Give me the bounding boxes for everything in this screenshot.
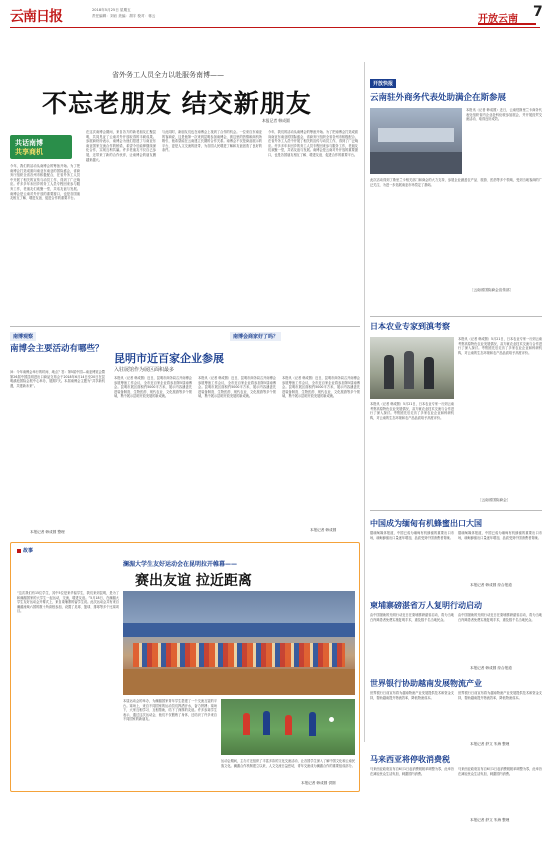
lead-byline: 本报记者 韩成圆 xyxy=(262,118,290,123)
center-mid-text-3: 本报讯（记者 韩成圆）近日，昆明市商务局召开南博会参展筹备工作会议，全市近百家企业将参加第5届南博会。昆明市展区面积约5000平方米，展示内容涵盖先进装备制造、生物医药、现代农业、文化旅游等多个领域，集中展示昆明开放发展的新成就。 xyxy=(282,376,360,399)
center-mid-kicker: 南博会商家好了吗？ xyxy=(230,332,281,341)
right-top-kicker: 开放快报 xyxy=(370,79,396,88)
center-mid-text-1: 本报讯（记者 韩成圆）近日，昆明市商务局召开南博会参展筹备工作会议，全市近百家企业将参加第5届南博会。昆明市展区面积约5000平方米，展示内容涵盖先进装备制造、生物医药、现代农业、文化旅游等多个领域，集中展示昆明开放发展的新成就。 xyxy=(114,376,192,399)
section-rule xyxy=(370,316,542,317)
item-text-2: 据缅甸媒体报道，中国已成为缅甸有机蜂蜜的重要出口市场，缅甸蜂蜜出口量逐年增加，品质受到中国消费者青睐。 xyxy=(458,531,542,540)
feature-text-left: “这次我们有15位学生，其中5位是来华留学生，我们来到昆明，是为了和澜湄国家的大学生一起运动，交流，增进友谊。”5月18日，在澜湄大学生友好运动会开幕式上，来自柬埔寨的留学生说。此次运动会共有来自澜湄流域六国的数十所高校参加，设置了足球、篮球、排球等多个比赛项目。 xyxy=(17,591,119,614)
lead-kicker: 省外务工人员全力以赴服务南博—— xyxy=(112,71,224,79)
masthead xyxy=(0,0,550,62)
right-top-photo-caption: 本报讯（记者 韩成圆）近日，云南驻斯里兰卡商务代表处组织省内企业赴科伦坡参加展会，并开展经贸交流活动，取得良好成效。 xyxy=(466,108,542,122)
feature-box xyxy=(10,542,360,792)
item-text: 据缅甸媒体报道，中国已成为缅甸有机蜂蜜的重要出口市场，缅甸蜂蜜出口量逐年增加，品质受到中国消费者青睐。 xyxy=(370,531,454,540)
item-text: 马来西亚政府宣布自6月1日起消费税税率调整为零，此举旨在减轻民众生活负担，刺激国内消费。 xyxy=(370,767,454,776)
center-mid-headline: 昆明市近百家企业参展 xyxy=(114,352,224,365)
item-credit: 本报记者 韩成圆 综合报道 xyxy=(470,666,512,670)
date-line: 2018年5月25日 星期五 xyxy=(92,8,131,12)
item-text-2: 由中国援助的光明行动近日在柬埔寨磅湛省启动，将为当地白内障患者免费实施复明手术，惠及数千名当地民众。 xyxy=(458,613,542,622)
right-mid-text-2: 本报讯（记者 韩成圆）5月21日，日本农业专家一行到云南考察高原特色农业发展情况，双方就农业技术交流与合作进行了深入探讨。考察团先后走访了多家农业企业和科研机构，对云南的生态环境和农产品品质给予高度评价。 xyxy=(458,337,542,355)
item-headline: 柬埔寨磅湛省万人复明行动启动 xyxy=(370,601,482,610)
right-top-headline: 云南驻外商务代表处助满企在斯参展 xyxy=(370,93,507,103)
page-number: 7 xyxy=(533,4,543,20)
left-mid-text: 问：今年南博会举行的时间、地点？答：第5届中国—南亚博览会暨第26届中国昆明进出口商品交易会于2018年6月14日至20日在昆明滇池国际会展中心举办，展期7天。本届南博会主题为“共享新机遇，共建新未来”。 xyxy=(10,370,105,388)
item-headline: 世界银行协助越南发展物流产业 xyxy=(370,679,482,688)
right-top-photo xyxy=(370,108,462,174)
right-mid-headline: 日本农业专家到滇考察 xyxy=(370,322,450,331)
feature-kicker: 澜湄大学生友好运动会在昆明拉开帷幕—— xyxy=(123,561,238,568)
section-rule xyxy=(10,326,360,327)
item-text-2: 马来西亚政府宣布自6月1日起消费税税率调整为零，此举旨在减轻民众生活负担，刺激国内消费。 xyxy=(458,767,542,776)
item-credit: 本报记者 舒文 朱海 整理 xyxy=(470,818,510,822)
item-credit: 本报记者 舒文 朱海 整理 xyxy=(470,742,510,746)
left-mid-credit: 本报记者 韩成圆 整理 xyxy=(30,530,65,534)
left-mid-kicker: 南博观察 xyxy=(10,332,36,341)
item-headline: 中国成为缅甸有机蜂蜜出口大国 xyxy=(370,519,482,528)
feature-text-mid: 本届运动会的举办，为澜湄国家青年学生搭建了一个交流互鉴的平台。赛场上，来自不同国家的运动员们挥洒汗水，奋力拼搏；赛场下，大家互相学习、互相帮助，结下了深厚的友谊。许多参赛学生表示，通过这次运动会，他们不仅锻炼了身体，还结识了许多来自不同国家的新朋友。 xyxy=(123,699,217,722)
column-divider xyxy=(364,62,365,742)
item-credit: 本报记者 韩成圆 综合报道 xyxy=(470,583,512,587)
feature-credit: 本报记者 韩成圆 供图 xyxy=(301,781,336,785)
center-mid-subhead: 入驻展馆作为展区面积最多 xyxy=(114,367,175,373)
feature-photo xyxy=(123,591,355,695)
item-headline: 马来西亚将停收消费税 xyxy=(370,755,450,764)
center-mid-credit: 本报记者 韩成圆 xyxy=(310,528,337,532)
newspaper-logo: 云南日报 xyxy=(10,9,62,25)
section-rule xyxy=(370,510,542,511)
badge-line-1: 共话南博 xyxy=(15,139,43,147)
right-mid-photo xyxy=(370,337,454,399)
section-tag xyxy=(478,6,536,25)
lead-badge xyxy=(10,135,72,159)
feature-headline: 赛出友谊 拉近距离 xyxy=(135,573,252,589)
right-mid-credit: ［云南省国际商会］ xyxy=(478,498,511,502)
lead-headline: 不忘老朋友 结交新朋友 xyxy=(42,89,312,118)
item-text: 世界银行日前宣布将为越南物流产业发展提供技术和资金支持，帮助越南提升物流效率，降低物流成本。 xyxy=(370,691,454,700)
masthead-rule xyxy=(10,27,540,28)
lead-column-4: 今年，我们的活动从南博会的筹备开始。为了把南博会打造成面向南亚东南亚的国际盛会，省商务厅组织全省各州市积极配合，在省外务工人员中开展了相关的宣传与动员工作，得到了广泛响应。许多多年未回乡的务工人员专程回来参与服务工作，老朋友们欢聚一堂，共话友谊与发展。南博会是云南对外开放的重要窗口，也是各国朋友相互了解、增进友谊、促进合作的重要平台。 xyxy=(268,130,358,157)
item-text-2: 世界银行日前宣布将为越南物流产业发展提供技术和资金支持，帮助越南提升物流效率，降低物流成本。 xyxy=(458,691,542,700)
left-mid-headline: 南博会主要活动有哪些？ xyxy=(10,344,104,354)
badge-line-2: 共享商机 xyxy=(15,148,43,156)
item-text: 由中国援助的光明行动近日在柬埔寨磅湛省启动，将为当地白内障患者免费实施复明手术，惠及数千名当地民众。 xyxy=(370,613,454,622)
right-top-credit: ［云南省国际商会宣传部］ xyxy=(470,288,514,292)
story-icon xyxy=(17,549,21,553)
lead-column-2: 在这次南博会期间，来自各方的新老朋友汇聚昆明，共同见证了云南对外开放取得的丰硕成果。参展商纷纷表示，南博会为他们搭建了与南亚东南亚国家交流合作的桥梁，希望今后能够继续深化合作，实现互利共赢。许多老朋友不仅自己参展，还带来了新的合作伙伴，让南博会的朋友圈越来越大。 xyxy=(86,130,156,162)
center-mid-text-2: 本报讯（记者 韩成圆）近日，昆明市商务局召开南博会参展筹备工作会议，全市近百家企业将参加第5届南博会。昆明市展区面积约5000平方米，展示内容涵盖先进装备制造、生物医药、现代农业、文化旅游等多个领域，集中展示昆明开放发展的新成就。 xyxy=(198,376,276,399)
right-mid-text: 本报讯（记者 韩成圆）5月21日，日本农业专家一行到云南考察高原特色农业发展情况，双方就农业技术交流与合作进行了深入探讨。考察团先后走访了多家农业企业和科研机构，对云南的生态环境和农产品品质给予高度评价。 xyxy=(370,402,454,420)
editor-line: 责任编辑：刘岩 美编：胡宇 校对：蒋云 xyxy=(92,14,156,18)
section-tag-label: 开放云南 xyxy=(478,14,518,25)
right-top-text: 此次活动得到了斯里兰卡相关部门和商会的大力支持，参展企业涵盖农产品、旅游、医药等多个领域，受到当地客商的广泛关注，为进一步拓展南亚市场奠定了基础。 xyxy=(370,178,542,187)
lead-column-1: 今年，我们的活动从南博会的筹备开始。为了把南博会打造成面向南亚东南亚的国际盛会，省商务厅组织全省各州市积极配合，在省外务工人员中开展了相关的宣传与动员工作，得到了广泛响应。许多多年未回乡的务工人员专程回来参与服务工作，老朋友们欢聚一堂，共话友谊与发展。南博会是云南对外开放的重要窗口，也是各国朋友相互了解、增进友谊、促进合作的重要平台。 xyxy=(10,164,80,201)
feature-photo-2 xyxy=(221,699,355,755)
lead-column-3: 与此同时，新朋友们也在南博会上找到了合作的机会。一位来自东南亚的客商说，这是他第一次来到昆明参加南博会，被这里的热情和商机所吸引，他希望能在云南建立长期的合作关系。南博会不仅是商品展示的平台，更是人文交流的纽带，为各国人民增进了解和友谊创造了良好的条件。 xyxy=(162,130,262,153)
feature-tag xyxy=(17,547,33,554)
feature-tag-label: 故事 xyxy=(23,548,34,554)
feature-text-right: 运动会期间，主办方还组织了丰富多彩的文化交流活动，让各国学生深入了解中国文化和云南民族文化。澜湄合作机制建立以来，人文交流日益密切，青年交流成为澜湄合作的重要组成部分。 xyxy=(221,759,355,768)
